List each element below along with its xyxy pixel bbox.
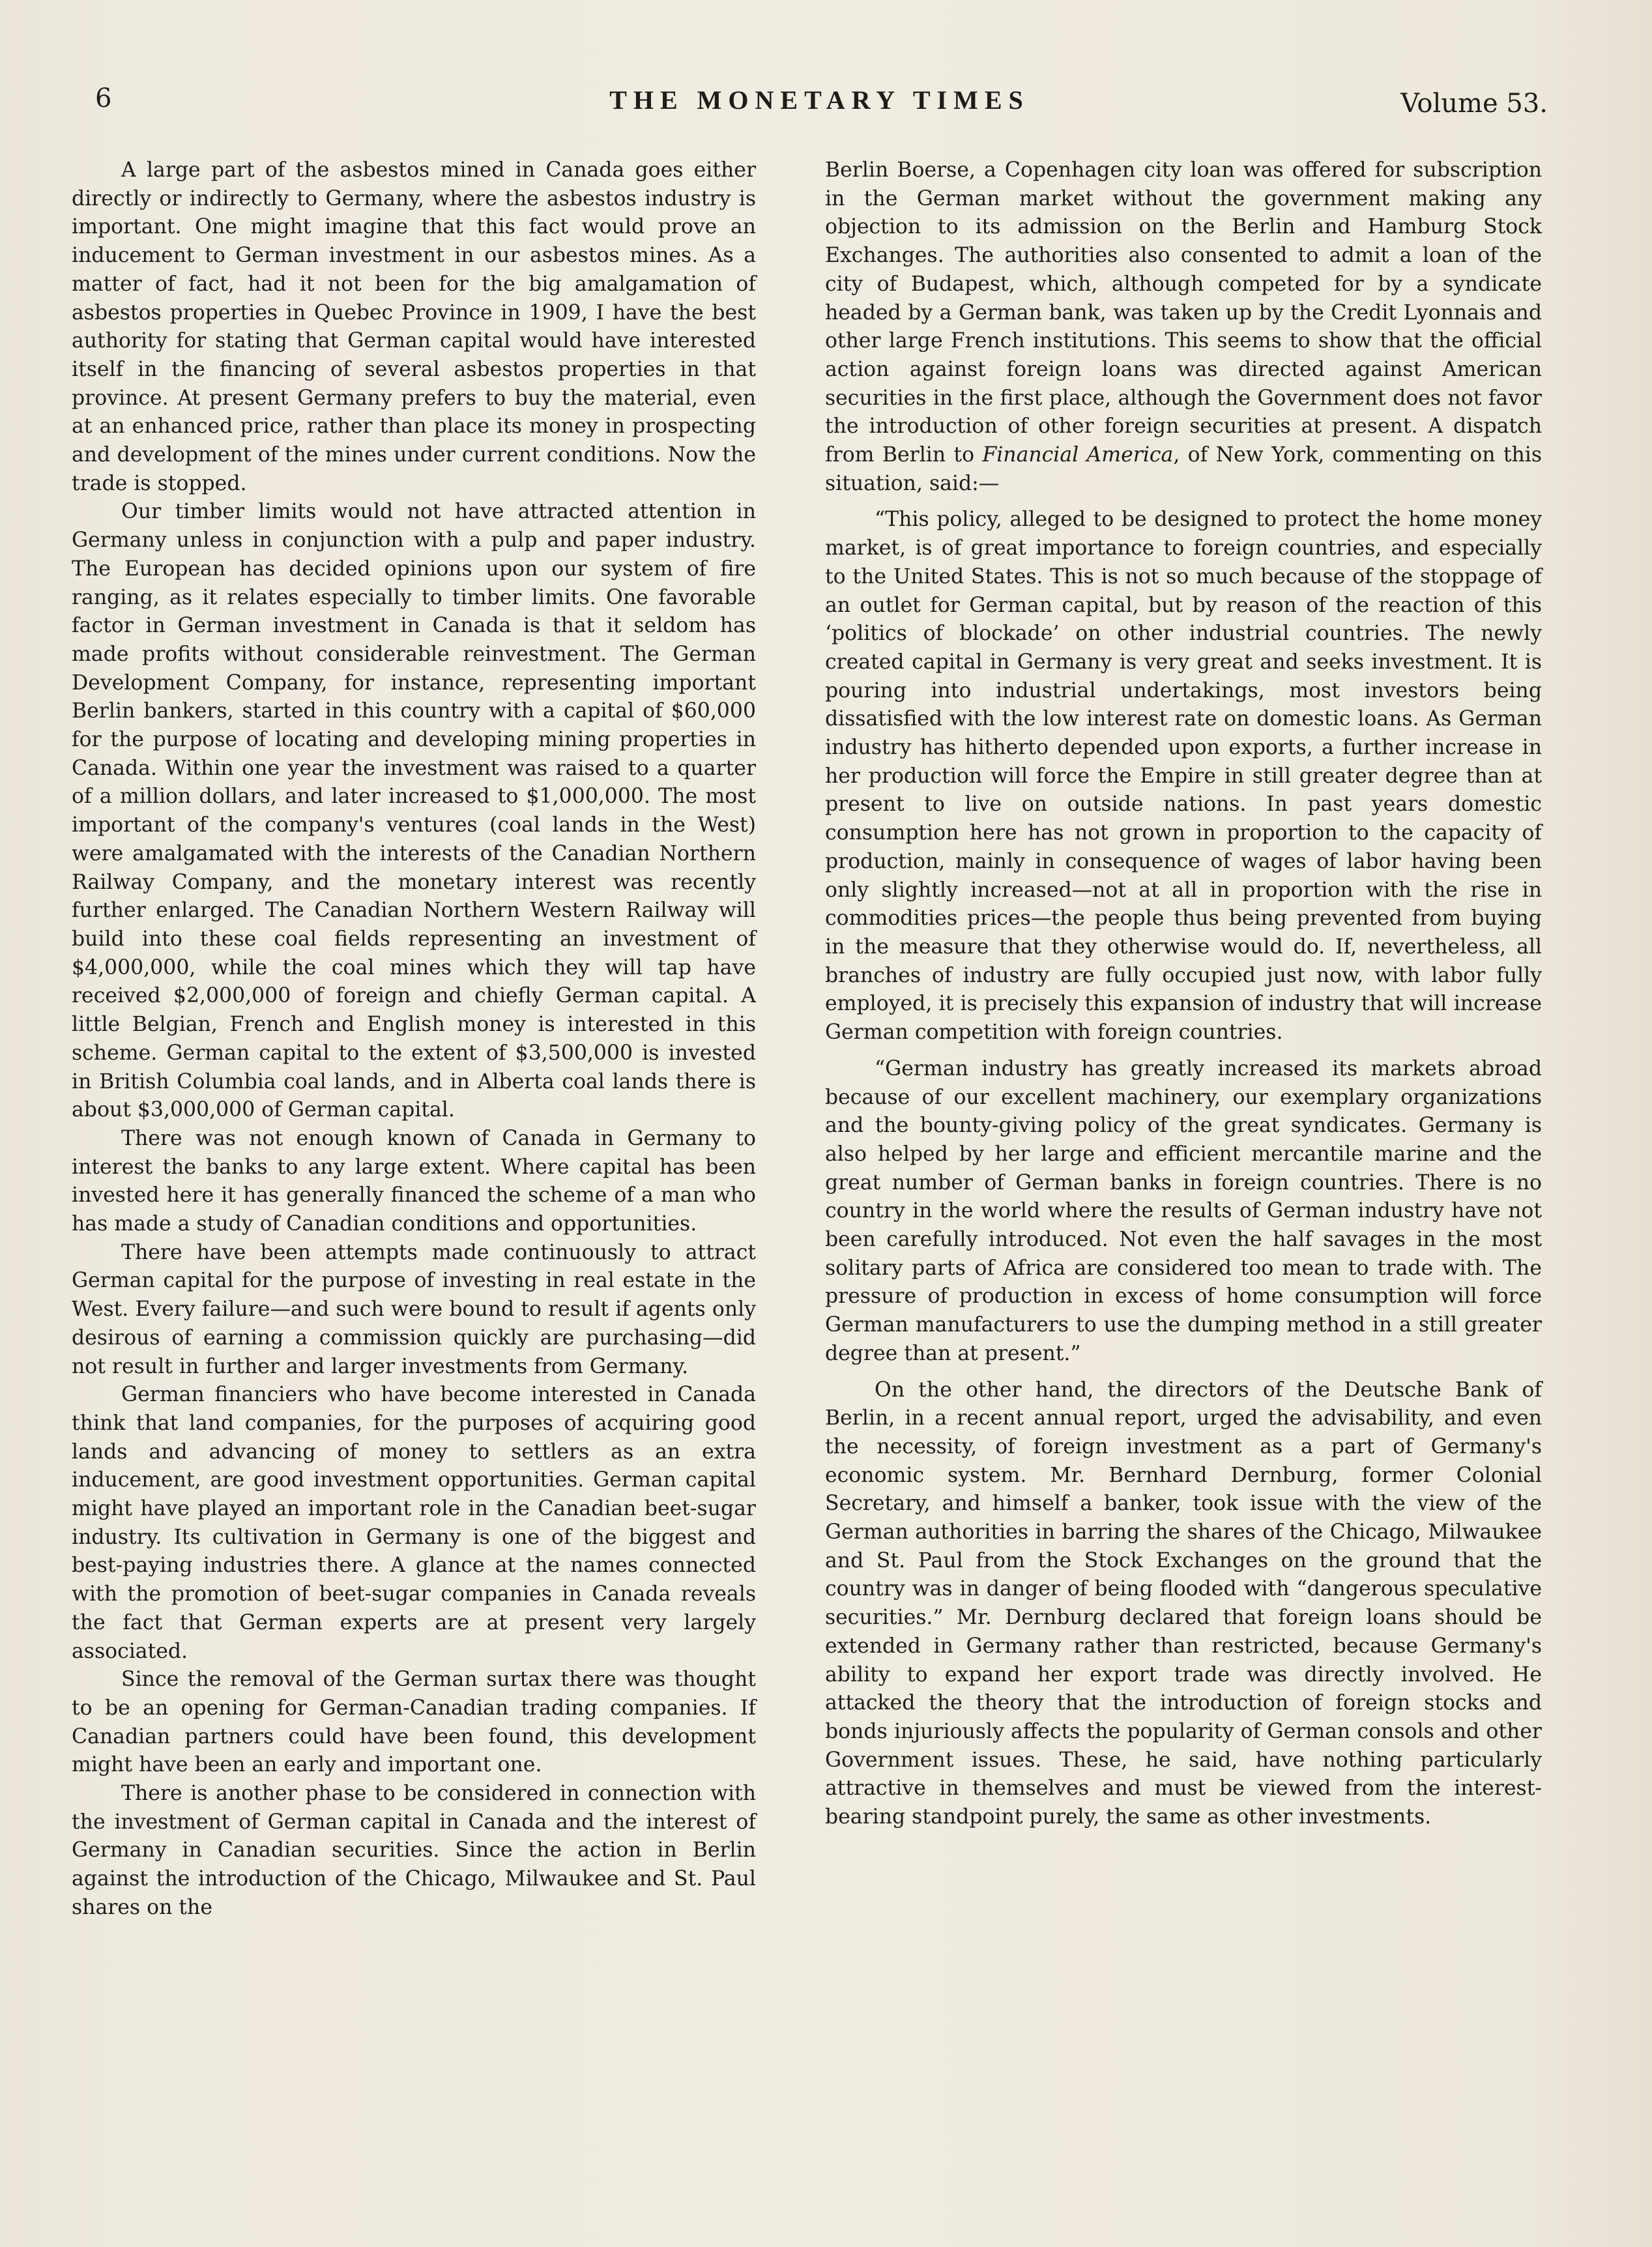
- quotation-policy: “This policy, alleged to be designed to protect the home money market, is of great importance to foreign countries, and especially to the United States. This is not so much because of the stoppage of an outlet for German capital, but by reason of the reaction of this ‘politics of blockade’ on other industrial countries. The newly created capital in Germany is very great and seeks investment. It is pouring into industrial undertakings, most investors being dissatisfied with the low interest rate on domestic loans. As German industry has hitherto depended upon exports, a further increase in her production will force the Empire in still greater degree than at present to live on outside nations. In past years domestic consumption here has not grown in proportion to the capacity of production, mainly in consequence of wages of labor having been only slightly increased—not at all in proportion with the rise in commodities prices—the people thus being prevented from buying in the measure that they otherwise would do. If, nevertheless, all branches of industry are fully occupied just now, with labor fully employed, it is precisely this expansion of industry that will increase German competition with foreign countries.: [825, 508, 1542, 1045]
- paragraph-surtax: Since the removal of the German surtax there was thought to be an opening for German-Canadian trading companies. If Canadian partners could have been found, this development might have been an early and important one.: [72, 1668, 756, 1777]
- paragraph-deutsche-bank: On the other hand, the directors of the Deutsche Bank of Berlin, in a recent annual report, urged the advisability, and even the necessity, of foreign investment as a part of Germany's economic system. Mr. Bernhard Dernburg, former Colonial Secretary, and himself a banker, took issue with the view of the German authorities in barring the shares of the Chicago, Milwaukee and St. Paul from the Stock Exchanges on the ground that the country was in danger of being flooded with “dangerous speculative securities.” Mr. Dernburg declared that foreign loans should be extended in Germany rather than restricted, because Germany's ability to expand her export trade was directly involved. He attacked the theory that the introduction of foreign stocks and bonds injuriously affects the popularity of German consols and other Government issues. These, he said, have nothing particularly attractive in themselves and must be viewed from the interest-bearing standpoint purely, the same as other investments.: [825, 1378, 1542, 1829]
- paragraph-asbestos: A large part of the asbestos mined in Canada goes either directly or indirectly to Germany, where the asbestos industry is important. One might imagine that this fact would prove an inducement to German investment in our asbestos mines. As a matter of fact, had it not been for the big amalgamation of asbestos properties in Quebec Province in 1909, I have the best authority for stating that German capital would have interested itself in the financing of several asbestos properties in that province. At present Germany prefers to buy the material, even at an enhanced price, rather than place its money in prospecting and development of the mines under current conditions. Now the trade is stopped.: [72, 158, 756, 495]
- volume-label: Volume 53.: [1400, 89, 1548, 119]
- continued-text-end: , of New York, commenting on this situation, said:—: [825, 443, 1543, 495]
- paragraph-berlin-boerse: [825, 156, 1542, 498]
- left-column: [72, 156, 756, 1922]
- continued-text: Berlin Boerse, a Copenhagen city loan was offered for subscription in the German market without the government making any objection to its admission on the Berlin and Hamburg Stock Exchanges. The authorities also consented to admit a loan of the city of Budapest, which, although competed for by a syndicate headed by a German bank, was taken up by the Credit Lyonnais and other large French institutions. This seems to show that the official action against foreign loans was directed against American securities in the first place, although the Government does not favor the introduction of other foreign securities at present. A dispatch from Berlin to: [825, 158, 1542, 467]
- journal-title: THE MONETARY TIMES: [609, 85, 1030, 115]
- right-column: [825, 156, 1542, 1832]
- paragraph-securities: There is another phase to be considered in connection with the investment of German capital in Canada and the interest of Germany in Canadian securities. Since the action in Berlin against the introduction of the Chicago, Milwaukee and St. Paul shares on the: [72, 1782, 756, 1919]
- page-number: 6: [95, 83, 112, 113]
- quotation-industry: “German industry has greatly increased its markets abroad because of our excellent machinery, our exemplary organizations and the bounty-giving policy of the great syndicates. Germany is also helped by her large and efficient mercantile marine and the great number of German banks in foreign countries. There is no country in the world where the results of German industry have not been carefully introduced. Not even the half savages in the most solitary parts of Africa are considered too mean to trade with. The pressure of production in excess of home consumption will force German manufacturers to use the dumping method in a still greater degree than at present.”: [825, 1056, 1542, 1365]
- paragraph-timber: Our timber limits would not have attracted attention in Germany unless in conjunction with a pulp and paper industry. The European has decided opinions upon our system of fire ranging, as it relates especially to timber limits. One favorable factor in German investment in Canada is that it seldom has made profits without considerable reinvestment. The German Development Company, for instance, representing important Berlin bankers, started in this country with a capital of $60,000 for the purpose of locating and developing mining properties in Canada. Within one year the investment was raised to a quarter of a million dollars, and later increased to $1,000,000. The most important of the company's ventures (coal lands in the West) were amalgamated with the interests of the Canadian Northern Railway Company, and the monetary interest was recently further enlarged. The Canadian Northern Western Railway will build into these coal fields representing an investment of $4,000,000, while the coal mines which they will tap have received $2,000,000 of foreign and chiefly German capital. A little Belgian, French and English money is interested in this scheme. German capital to the extent of $3,500,000 is invested in British Columbia coal lands, and in Alberta coal lands there is about $3,000,000 of German capital.: [72, 500, 756, 1122]
- paragraph-banks: There was not enough known of Canada in Germany to interest the banks to any large extent. Where capital has been invested here it has generally financed the scheme of a man who has made a study of Canadian conditions and opportunities.: [72, 1126, 756, 1236]
- page-header: [91, 83, 1548, 123]
- publication-name: Financial America: [982, 443, 1174, 467]
- paragraph-real-estate: There have been attempts made continuously to attract German capital for the purpose of investing in real estate in the West. Every failure—and such were bound to result if agents only desirous of earning a commission quickly are purchasing—did not result in further and larger investments from Germany.: [72, 1240, 756, 1378]
- paragraph-financiers: German financiers who have become interested in Canada think that land companies, for the purposes of acquiring good lands and advancing of money to settlers as an extra inducement, are good investment opportunities. German capital might have played an important role in the Canadian beet-sugar industry. Its cultivation in Germany is one of the biggest and best-paying industries there. A glance at the names connected with the promotion of beet-sugar companies in Canada reveals the fact that German experts are at present very largely associated.: [72, 1383, 756, 1663]
